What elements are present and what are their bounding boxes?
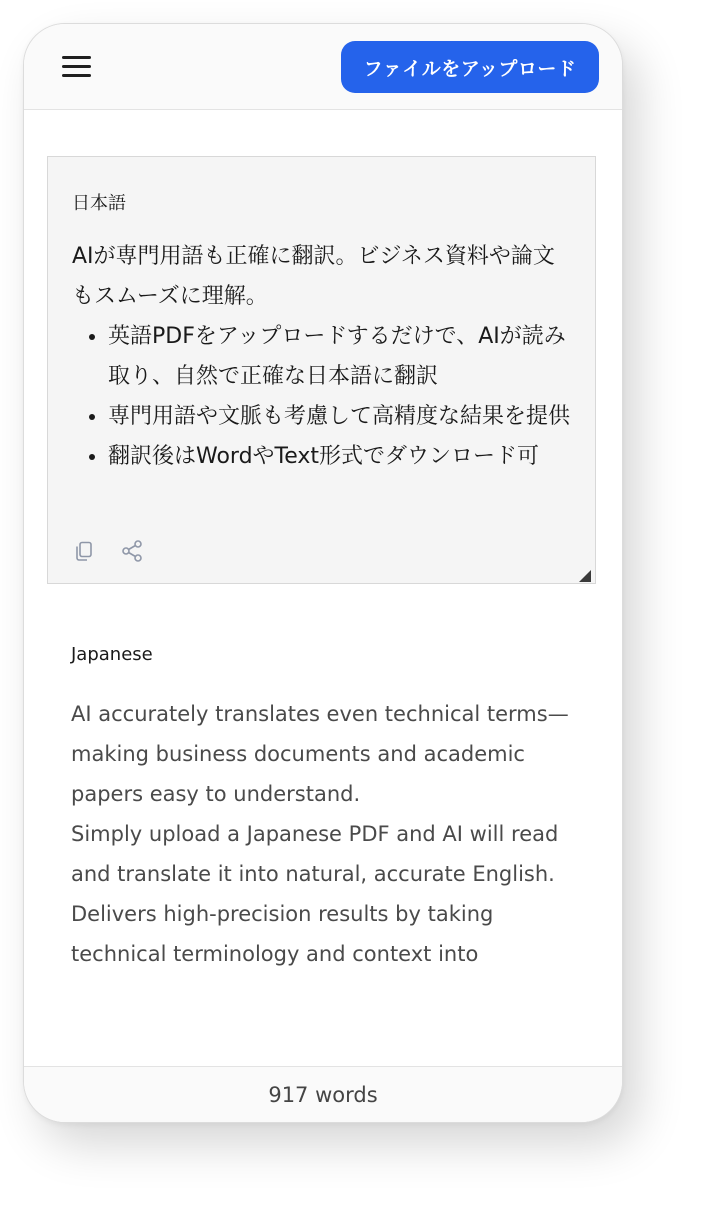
- upload-file-button[interactable]: ファイルをアップロード: [341, 41, 599, 93]
- app-window: [23, 23, 623, 1123]
- source-bullet-item: • 専門用語や文脈も考慮して高精度な結果を提供: [108, 397, 572, 437]
- source-bullet-list: [72, 317, 572, 477]
- word-count: 917 words: [268, 1083, 378, 1107]
- hamburger-menu-icon[interactable]: [62, 54, 92, 78]
- source-bullet-item: • 英語PDFをアップロードするだけで、AIが読み取り、自然で正確な日本語に翻訳: [108, 317, 572, 397]
- source-paragraph: AIが専門用語も正確に翻訳。ビジネス資料や論文もスムーズに理解。: [72, 244, 555, 309]
- source-language-label: 日本語: [72, 193, 126, 214]
- target-paragraph: Simply upload a Japanese PDF and AI will read and translate it into natural, accurate English.: [71, 822, 559, 886]
- target-language-label: Japanese: [71, 644, 153, 665]
- app-header: [24, 24, 622, 110]
- source-bullet-item: • 翻訳後はWordやText形式でダウンロード可: [108, 437, 572, 477]
- resize-handle-icon[interactable]: [579, 567, 591, 579]
- source-text-content[interactable]: [72, 237, 572, 477]
- target-text-content: [71, 694, 591, 974]
- status-footer: [24, 1066, 622, 1123]
- source-text-panel[interactable]: [47, 156, 596, 584]
- target-paragraph: Delivers high-precision results by taking technical terminology and context into: [71, 902, 494, 966]
- copy-icon[interactable]: [72, 539, 96, 563]
- share-icon[interactable]: [120, 539, 144, 563]
- target-paragraph: AI accurately translates even technical terms—making business documents and academic papers easy to understand.: [71, 702, 569, 806]
